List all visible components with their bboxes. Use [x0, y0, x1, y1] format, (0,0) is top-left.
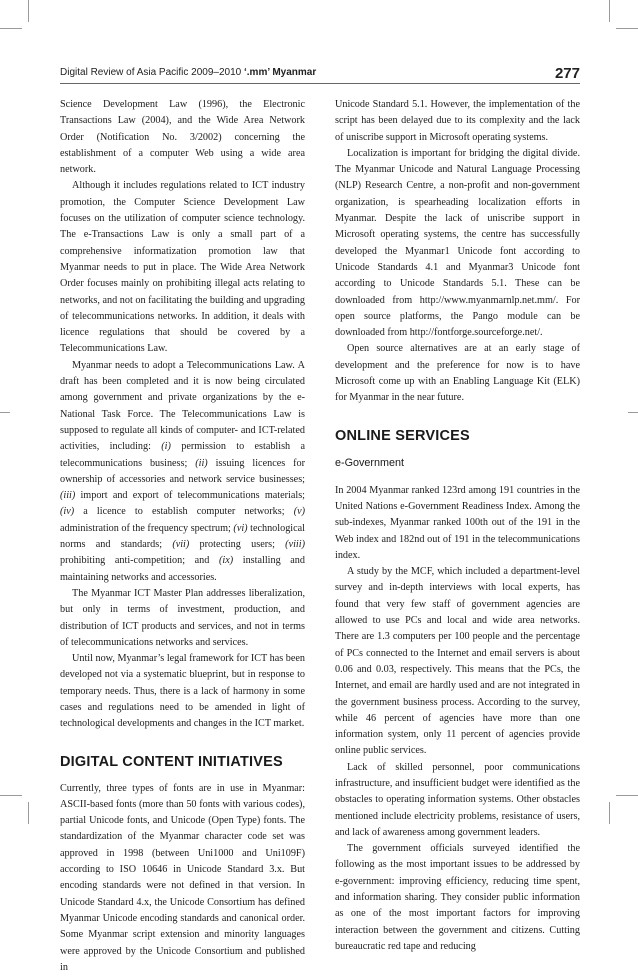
left-column	[60, 97, 305, 973]
paragraph: Until now, Myanmar’s legal framework for ICT has been developed not via a systematic blueprint, but in response to temporary needs. Thus, there is a lack of harmony in some cases and regulations need to be amended in light of technological developments and changes in the ICT market.	[60, 653, 305, 730]
crop-mark-top-right	[609, 0, 610, 22]
crop-mark-right-middle	[628, 412, 638, 413]
crop-mark-left-middle	[0, 412, 10, 413]
paragraph: Although it includes regulations related to ICT industry promotion, the Computer Science Development Law focuses on the utilization of computer science technology. The e-Transactions Law is only a small part of a comprehensive informatization promotion law that Myanmar needs to put in place. The Wide Area Network Order focuses mainly on prohibiting illegal acts relating to networks, and not on facilitating the building and upgrading of telecommunications networks. In addition, it deals with licence regulations that should be covered by a Telecommunications Law.	[60, 180, 305, 355]
page-header	[60, 57, 580, 83]
paragraph: Open source alternatives are at an early stage of development and the preference for now is to have Microsoft come up with an Enabling Language Kit (ELK) for Myanmar in the near future.	[335, 343, 580, 404]
crop-mark-bottom-right-horizontal	[616, 795, 638, 796]
paragraph: The Myanmar ICT Master Plan addresses liberalization, but only in terms of investment, production, and distribution of ICT products and services, and not in terms of telecommunications networks and services.	[60, 587, 305, 648]
paragraph: Localization is important for bridging the digital divide. The Myanmar Unicode and Natural Language Processing (NLP) Research Centre, a non-profit and non-government organization, is spearheading localization efforts in Myanmar. Despite the lack of uniscribe support in Microsoft operating systems, the centre has successfully developed the Myanmar1 Unicode font according to Unicode Standards 4.1 and Myanmar3 Unicode font according to Unicode Standards 5.1. These can be downloaded from http://www.myanmarnlp.net.mm/. For open source platforms, the Pango module can be downloaded from http://fontforge.sourceforge.net/.	[335, 147, 580, 339]
text-run: prohibiting anti-competition; and	[60, 555, 219, 567]
crop-mark-bottom-left	[28, 802, 29, 824]
list-marker: (iv)	[60, 506, 75, 518]
list-marker: (viii)	[285, 539, 305, 551]
section-heading-digital-content: DIGITAL CONTENT INITIATIVES	[60, 753, 283, 770]
running-head	[60, 67, 316, 83]
paragraph: The government officials surveyed identified the following as the most important issues to be addressed by e-government: improving efficiency, reducing time spent, and information sharing. They consider public information as one of the most important factors for improving interaction between the government and citizens. Cutting bureaucratic red tape and reducing	[335, 843, 580, 952]
right-column	[335, 97, 580, 952]
crop-mark-top-right-horizontal	[616, 28, 638, 29]
section-heading-online-services: ONLINE SERVICES	[335, 427, 470, 444]
running-head-title: Digital Review of Asia Pacific 2009–2010	[60, 67, 242, 78]
text-run: Myanmar needs to adopt a Telecommunications Law. A draft has been completed and it is now being circulated among government and private organizations by the e-National Task Force. The Telecommunications Law is supposed to regulate all kinds of computer- and ICT-related activities, including:	[60, 359, 305, 453]
crop-mark-top-left-horizontal	[0, 28, 22, 29]
list-marker: (vi)	[233, 522, 248, 534]
text-run: issuing licences for ownership of accessories and network service businesses;	[60, 457, 305, 485]
crop-mark-bottom-right	[609, 802, 610, 824]
text-run: administration of the frequency spectrum;	[60, 522, 234, 534]
paragraph: Lack of skilled personnel, poor communications infrastructure, and insufficient budget were identified as the obstacles to operating information systems. Other obstacles mentioned include electricity problems, resistance of users, and lack of awareness among government leaders.	[335, 761, 580, 838]
list-marker: (v)	[293, 506, 305, 518]
header-rule	[60, 83, 580, 84]
text-run: permission to establish a telecommunications business;	[60, 441, 305, 469]
text-run: technological norms and standards;	[60, 522, 305, 551]
list-marker: (iii)	[60, 490, 76, 502]
list-marker: (ii)	[195, 457, 208, 469]
text-run: a licence to establish computer networks;	[74, 506, 294, 518]
running-head-country: ‘.mm’ Myanmar	[244, 67, 317, 78]
text-run: import and export of telecommunications materials;	[75, 490, 305, 502]
crop-mark-top-left	[28, 0, 29, 22]
paragraph: In 2004 Myanmar ranked 123rd among 191 countries in the United Nations e-Government Readiness Index. Among the sub-indexes, Myanmar ranked 100th out of the 191 in the Web index and 182nd out of 191 in the telecommunications index.	[335, 484, 580, 561]
paragraph: Currently, three types of fonts are in use in Myanmar: ASCII-based fonts (more than 50 fonts with various codes), partial Unicode fonts, and Unicode (Open Type) fonts. The standardization of the Myanmar character code set was approved in 1998 (between Uni1000 and Uni109F) according to ISO 10646 in Unicode Standard 3.x. But encoding standards were not defined in that version. In Unicode Standard 4.x, the Unicode Consortium has defined Myanmar Unicode encoding standards and canonical order. Some Myanmar script extension and minority languages were approved by the Unicode Consortium and published in	[60, 782, 305, 973]
paragraph: A study by the MCF, which included a department-level survey and in-depth interviews with local experts, has found that very few staff of government agencies are allowed to use PCs and local and wide area networks. There are 1.3 computers per 100 people and the percentage of PCs connected to the Internet and email servers is about 0.06 and 0.03, respectively. This means that the PCs, the Internet, and email are hardly used and are not integrated in the government business process. According to the survey, while 46 percent of agencies have more than one information system, only 11 percent of agencies provide online public services.	[335, 566, 580, 757]
paragraph: Unicode Standard 5.1. However, the implementation of the script has been delayed due to its complexity and the lack of uniscribe support in Microsoft operating systems.	[335, 99, 580, 143]
page-number: 277	[554, 65, 580, 82]
text-run: installing and maintaining networks and accessories.	[60, 555, 305, 583]
telecom-law-paragraph	[60, 358, 305, 586]
list-marker: (i)	[161, 441, 171, 453]
paragraph: Science Development Law (1996), the Electronic Transactions Law (2004), and the Wide Area Network Order (Notification No. 3/2002) concerning the establishment of a computer Web using a wide area network.	[60, 99, 305, 176]
crop-mark-bottom-left-horizontal	[0, 795, 22, 796]
list-marker: (ix)	[219, 555, 234, 567]
text-run: protecting users;	[189, 539, 286, 551]
list-marker: (vii)	[172, 539, 190, 551]
subheading-e-government: e-Government	[335, 456, 405, 469]
